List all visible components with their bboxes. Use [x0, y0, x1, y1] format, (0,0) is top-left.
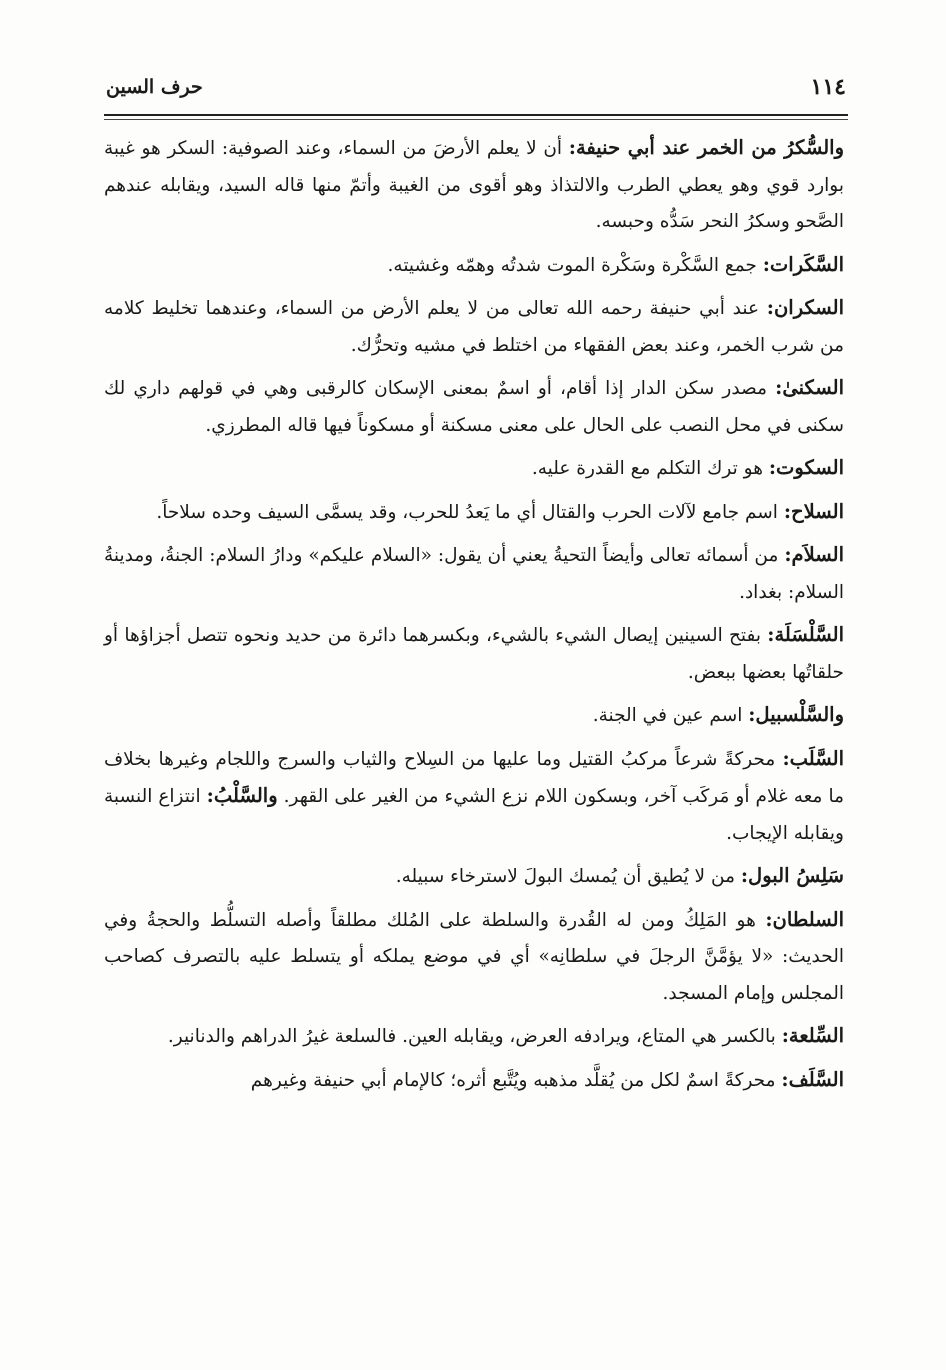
entry-term: السَّلَف: — [781, 1067, 844, 1091]
entry-term: السكوت: — [768, 456, 844, 479]
header-rule-thin — [104, 119, 848, 120]
entry-salam — [104, 537, 844, 611]
header-rule-thick — [104, 114, 848, 116]
entry-sila — [104, 1018, 844, 1056]
entry-silah — [104, 494, 844, 532]
entry-salas-al-bawl — [104, 858, 844, 896]
entry-definition: هو المَلِكُ ومن له القُدرة والسلطة على المُلك مطلقاً وأصله التسلُّط والحجةُ وفي الحديث: «لا يؤمَّنَّ الرجلَ في سلطانِه» أي في موضع يملكه أو يتسلط عليه بالتصرف كصاحب المجلس وإمام المسجد. — [104, 909, 844, 1004]
entry-definition: عند أبي حنيفة رحمه الله تعالى من لا يعلم الأرض من السماء، وعندهما تخليط كلامه من شرب الخمر، وعند بعض الفقهاء من اختلط في مشيه وتحرُّك. — [104, 298, 844, 356]
entry-definition: جمع السَّكْرة وسَكْرة الموت شدتُه وهمّه وغشيته. — [387, 254, 763, 276]
entry-term: سَلِسُ البول: — [740, 864, 844, 887]
entry-definition: اسم جامع لآلات الحرب والقتال أي ما يَعدُ للحرب، وقد يسمَّى السيف وحده سلاحاً. — [156, 501, 784, 523]
page-number: ١١٤ — [810, 74, 846, 100]
entry-definition: بالكسر هي المتاع، ويرادفه العرض، ويقابله العين. فالسلعة غيرُ الدراهم والدنانير. — [167, 1026, 782, 1047]
entry-definition: من أسمائه تعالى وأيضاً التحيةُ يعني أن يقول: «السلام عليكم» ودارُ السلام: الجنةُ، ومدينةُ السلام: بغداد. — [104, 545, 844, 603]
entry-definition: محركةً شرعاً مركبُ القتيل وما عليها من السِلاح والثياب والسرج واللجام وغيرها بخلاف ما معه غلام أو مَركَب آخر، وبسكون اللام نزع الشيء من الغير على القهر. — [104, 748, 844, 807]
entry-term: السكران: — [766, 296, 844, 319]
entry-sakarat — [104, 247, 844, 285]
entry-definition: أن لا يعلم الأرضَ من السماء، وعند الصوفية: السكر هو غيبة بوارد قوي وهو يعطي الطرب والالتذاذ وهو أقوى من الغيبة وأتمّ منها قاله السيد، ويقابله عندهم الصَّحو وسكرُ النحر سَدُّه وحبسه. — [104, 138, 844, 232]
entry-term: السَّكَرات: — [762, 252, 844, 276]
entry-sakran — [104, 290, 844, 364]
entry-salsabil — [104, 697, 844, 735]
entry-term: السلطان: — [765, 907, 844, 931]
entry-definition: هو ترك التكلم مع القدرة عليه. — [531, 458, 769, 479]
entry-silsila — [104, 617, 844, 691]
page-header — [106, 74, 846, 110]
entry-term: والسَّلْسبيل: — [748, 703, 844, 726]
entry-salab — [104, 741, 844, 853]
entry-definition: مصدر سكن الدار إذا أقام، أو اسمٌ بمعنى الإسكان كالرقبى وهي في قولهم داري لك سكنى في محل النصب على الحال على معنى مسكنة أو مسكوناً فيها قاله المطرزي. — [104, 378, 844, 436]
entry-sukr — [104, 130, 844, 241]
entry-term: السَّلَب: — [782, 746, 844, 770]
entry-term: والسُّكرُ من الخمر عند أبي حنيفة: — [568, 136, 844, 159]
entry-term: السَّلْسَلَة: — [767, 623, 844, 646]
entry-term: السلاَم: — [784, 543, 844, 566]
entry-subdefinition: انتزاع النسبة ويقابله الإيجاب. — [104, 786, 844, 844]
dictionary-body — [104, 130, 844, 1105]
entry-subterm: والسَّلْبُ: — [206, 784, 278, 807]
entry-definition: محركةً اسمٌ لكل من يُقلَّد مذهبه ويُتَّبع أثره؛ كالإمام أبي حنيفة وغيرهم — [250, 1069, 782, 1091]
entry-term: السكنىٰ: — [775, 376, 844, 399]
entry-definition: اسم عين في الجنة. — [592, 705, 749, 726]
entry-term: السلاح: — [783, 499, 844, 523]
entry-sukut — [104, 450, 844, 488]
entry-definition: بفتح السينين إيصال الشيء بالشيء، وبكسرهما دائرة من حديد ونحوه تتصل أجزاؤها أو حلقاتُها بعضها ببعض. — [104, 625, 844, 683]
entry-definition: من لا يُطيق أن يُمسك البولَ لاسترخاء سبيله. — [395, 866, 741, 887]
entry-salaf — [104, 1062, 844, 1100]
entry-sultan — [104, 902, 844, 1013]
running-title: حرف السين — [106, 76, 203, 98]
entry-sukna — [104, 370, 844, 444]
entry-term: السِّلعة: — [781, 1024, 844, 1047]
